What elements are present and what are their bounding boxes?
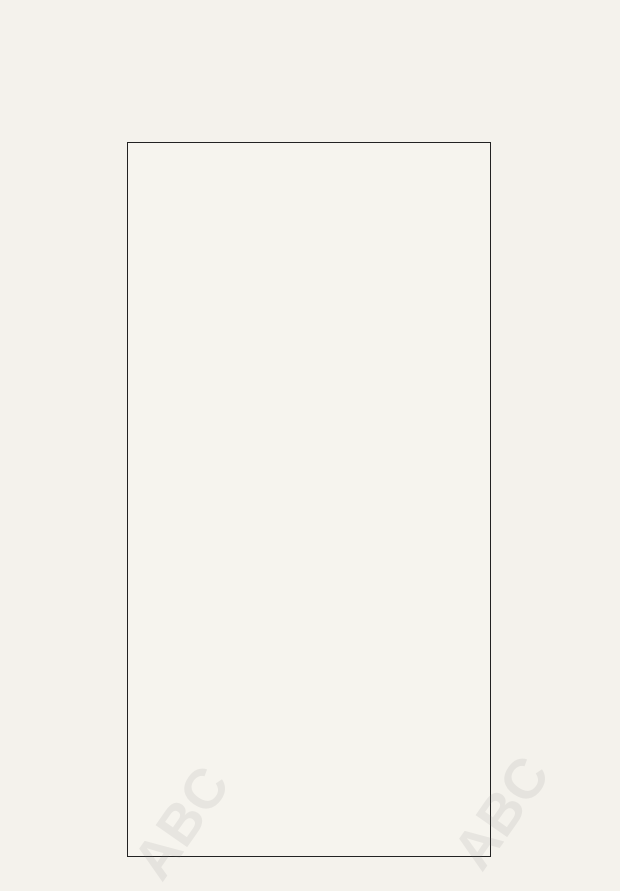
left-classifieds-column <box>6 142 126 857</box>
farmacias-right-column <box>314 181 484 851</box>
farmacias-left-column <box>134 181 309 851</box>
right-classifieds-column <box>494 142 614 857</box>
farmacias-box <box>127 142 491 857</box>
watermark-abc-icon: ABC <box>440 744 562 881</box>
top-classifieds <box>6 38 614 142</box>
farmacias-columns <box>134 181 484 851</box>
